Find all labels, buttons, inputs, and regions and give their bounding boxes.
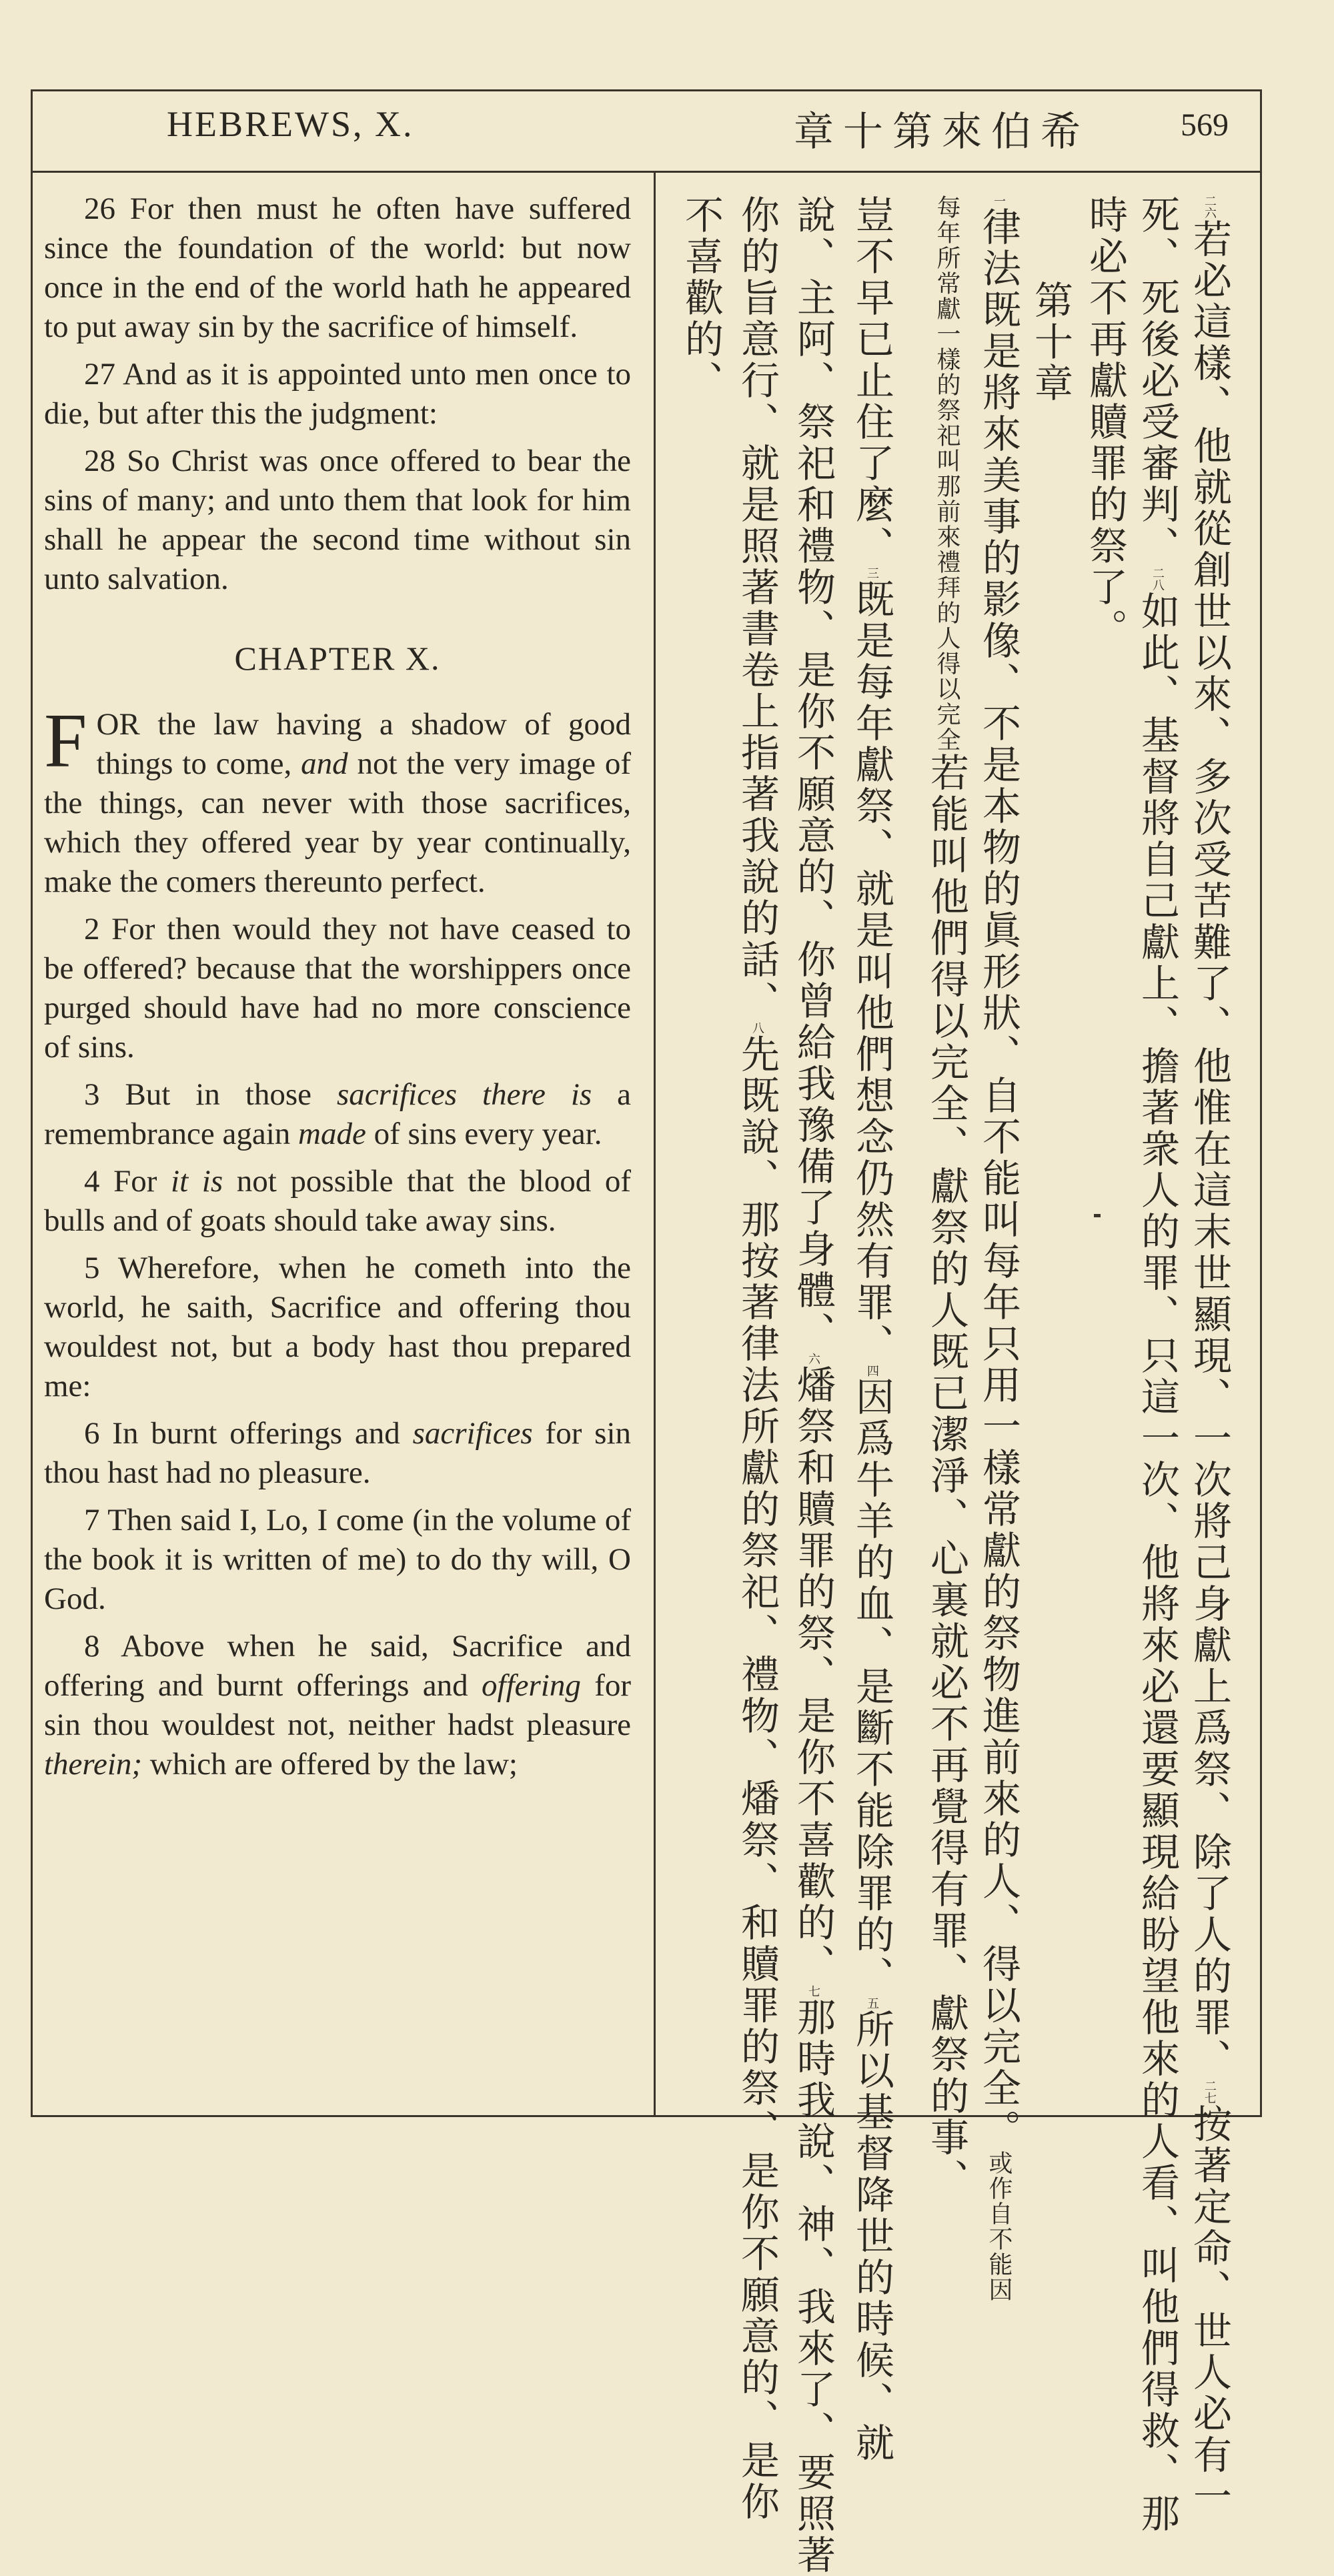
chinese-column-3: 時必不再獻贖罪的祭了。 xyxy=(1083,195,1128,650)
chinese-column-2: 死、死後必受審判、二八如此、基督將自己獻上、擔著衆人的罪、只這一次、他將來必還要顯現給盼望他來的人看、叫他們得救、那 xyxy=(1135,195,1180,2535)
verse-3: 3 But in those sacrifices there is a remembrance again made of sins every year. xyxy=(44,1077,631,1151)
verse-26: 26 For then must he often have suffered since the foundation of the world: but now once in the end of the world hath he appeared to put away sin by the sacrifice of himself. xyxy=(44,191,631,344)
verse-27: 27 And as it is appointed unto men once to die, but after this the judgment: xyxy=(44,357,631,431)
running-head-chinese: 章十第來伯希 xyxy=(794,109,1090,155)
verse-6: 6 In burnt offerings and sacrifices for sin thou hast had no pleasure. xyxy=(44,1416,632,1490)
verse-28: 28 So Christ was once offered to bear the sins of many; and unto them that look for him shall he appear the second time without sin unto salvation. xyxy=(44,444,631,596)
verse-8: 8 Above when he said, Sacrifice and offering and burnt offerings and offering for sin thou wouldest not, neither hadst pleasure therein; which are offered by the law; xyxy=(44,1629,632,1782)
chinese-column-7: 豈不早已止住了麼、三既是每年獻祭、就是叫他們想念仍然有罪、四因爲牛羊的血、是斷不能除罪的、五所以基督降世的時候、就 xyxy=(849,195,894,2464)
chapter-heading: CHAPTER X. xyxy=(234,640,441,677)
chinese-column-1: 二六若必這樣、他就從創世以來、多次受苦難了、他惟在這末世顯現、一次將己身獻上爲祭、除了人的罪、二七按著定命、世人必有一 xyxy=(1187,195,1232,2517)
column-divider xyxy=(654,172,656,2117)
verse-7: 7 Then said I, Lo, I come (in the volume of the book it is written of me) to do thy will, O God. xyxy=(44,1503,631,1616)
page-number: 569 xyxy=(1181,107,1229,143)
drop-cap: F xyxy=(44,698,87,784)
header-divider xyxy=(31,171,1262,173)
verse-2: 2 For then would they not have ceased to be offered? because that the worshippers once purged should have had no more conscience of sins. xyxy=(44,912,631,1065)
verse-4: 4 For it is not possible that the blood of bulls and of goats should take away sins. xyxy=(44,1164,632,1238)
print-mark xyxy=(1094,1214,1101,1217)
running-head-english: HEBREWS, X. xyxy=(167,104,414,144)
chinese-column-10: 不喜歡的、 xyxy=(678,195,724,402)
chinese-column-8: 說、主阿、祭祀和禮物、是你不願意的、你曾給我豫備了身體、六燔祭和贖罪的祭、是你不喜歡的、七那時我說、神、我來了、要照著 xyxy=(790,195,836,2576)
chinese-column-5: 一律法既是將來美事的影像、不是本物的眞形狀、自不能叫每年只用一樣常獻的祭物進前來的人、得以完全。或作自不能因 xyxy=(976,195,1021,2303)
english-column xyxy=(44,189,631,1792)
chapter-ten-heading-chinese: 第十章 xyxy=(1028,280,1073,404)
verse-5: 5 Wherefore, when he cometh into the world, he saith, Sacrifice and offering thou wouldest not, but a body hast thou prepared me: xyxy=(44,1251,631,1403)
chapter-10-verse-1: FOR the law having a shadow of good things to come, and not the very image of the things, can never with those sacrifices, which they offered year by year continually, make the comers thereunto perfect. xyxy=(44,698,631,899)
chinese-column-6: 每年所常獻一樣的祭祀叫那前來禮拜的人得以完全若能叫他們得以完全、獻祭的人既已潔淨、心裏就必不再覺得有罪、獻祭的事、 xyxy=(924,195,969,2200)
chinese-column-9: 你的旨意行、就是照著書卷上指著我說的話、八先既說、那按著律法所獻的祭祀、禮物、燔祭、和贖罪的祭、是你不願意的、是你 xyxy=(734,195,780,2523)
